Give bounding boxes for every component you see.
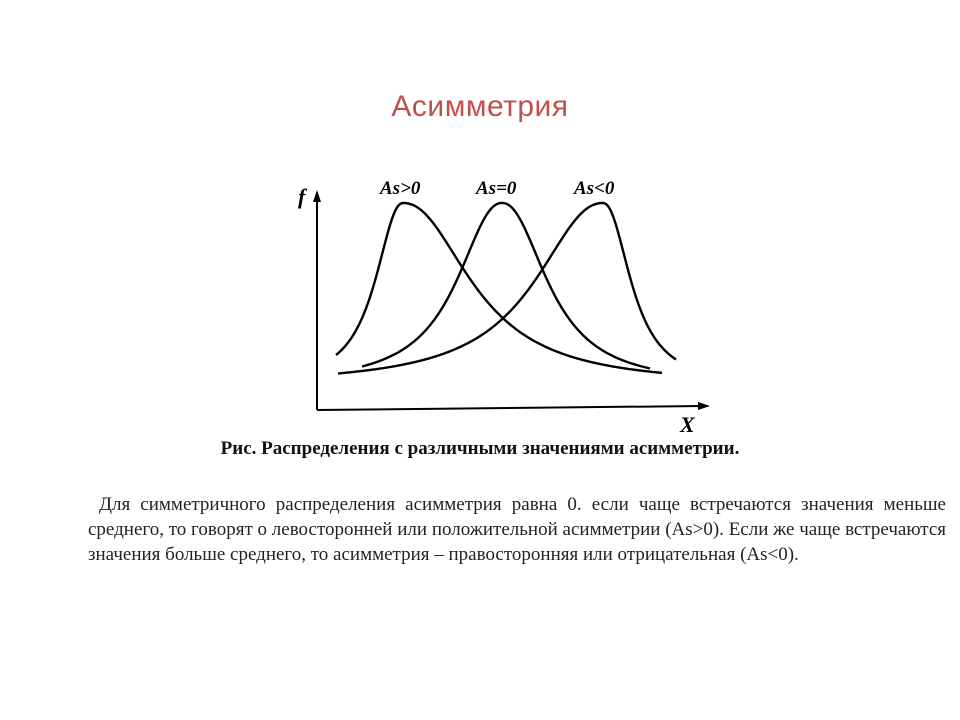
figure-caption: Рис. Распределения с различными значениями асимметрии. <box>220 438 740 459</box>
y-axis-arrow <box>313 190 321 202</box>
curve-positive-skew <box>336 203 662 373</box>
x-axis-arrow <box>698 402 710 410</box>
curve-label-positive: As>0 <box>380 178 421 199</box>
x-axis-label: X <box>680 412 695 435</box>
asymmetry-figure <box>290 170 720 435</box>
body-paragraph: Для симметричного распределения асимметрия равна 0. если чаще встречаются значения меньше среднего, то говорят о левосторонней или положительной асимметрии (As>0). Если же чаще встречаются значения больше среднего, то асимметрия – правосторонняя или отрицательная (As<0). <box>88 494 946 565</box>
curve-zero-skew <box>362 203 650 368</box>
curve-label-zero: As=0 <box>476 178 517 199</box>
y-axis-label: f <box>298 184 306 209</box>
axes <box>313 190 710 410</box>
slide-title: Асимметрия <box>391 90 569 123</box>
x-axis <box>317 406 702 410</box>
curve-label-negative: As<0 <box>574 178 615 199</box>
curves <box>336 203 676 373</box>
